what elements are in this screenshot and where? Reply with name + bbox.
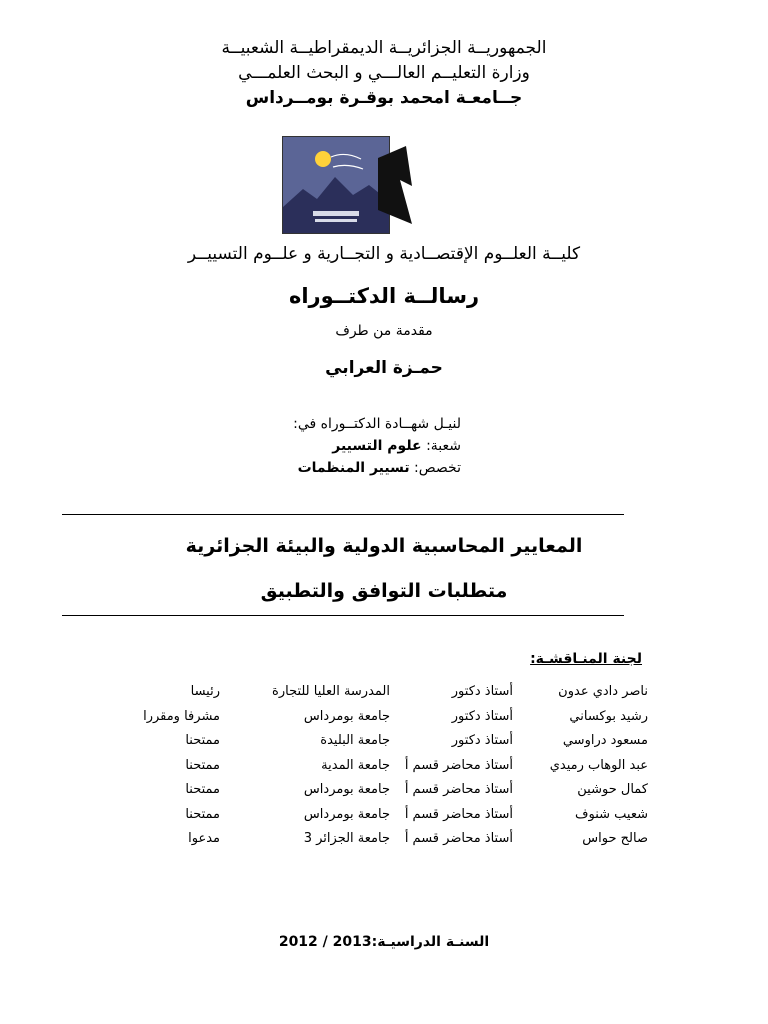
- degree-intro: لنيـل شهــادة الدكتــوراه في:: [293, 416, 461, 432]
- table-row: [100, 709, 648, 734]
- member-institution: جامعة بومرداس: [303, 782, 390, 797]
- specialty-value: تسيير المنظمات: [297, 460, 410, 476]
- degree-specialty: [293, 457, 461, 479]
- member-role: رئيسا: [190, 684, 220, 699]
- member-institution: جامعة بومرداس: [303, 806, 390, 822]
- member-rank: أستاذ محاضر قسم أ: [404, 806, 513, 822]
- member-institution: جامعة بومرداس: [303, 708, 390, 724]
- member-role: ممتحنا: [185, 733, 220, 748]
- member-name: ناصر دادي عدون: [558, 684, 648, 699]
- member-name: رشيد بوكساني: [569, 708, 648, 724]
- thesis-subtitle: متطلبات التوافق والتطبيق: [260, 580, 508, 602]
- academic-year-value: 2012 / 2013: [278, 934, 372, 950]
- academic-year-label: السنـة الدراسيـة:: [371, 934, 490, 950]
- faculty-line: كليــة العلــوم الإقتصــادية و التجــارية و علــوم التسييــر: [187, 244, 581, 264]
- jury-heading: لجنة المنـاقشـة:: [530, 651, 642, 667]
- top-divider: [62, 514, 624, 515]
- university-logo-icon: [282, 136, 412, 234]
- member-name: كمال حوشين: [577, 782, 648, 797]
- member-rank: أستاذ دكتور: [451, 684, 513, 699]
- member-role: مشرفا ومقررا: [143, 708, 220, 724]
- member-institution: جامعة الجزائر 3: [303, 831, 390, 846]
- republic-line: الجمهوريــة الجزائريــة الديمقراطيــة الشعبيــة: [221, 38, 547, 58]
- table-row: [100, 807, 648, 832]
- document-type: رسالــة الدكتــوراه: [288, 284, 480, 308]
- member-name: شعيب شنوف: [575, 806, 648, 822]
- ministry-line: وزارة التعليــم العالـــي و البحث العلمـــي: [238, 63, 530, 83]
- member-institution: المدرسة العليا للتجارة: [272, 684, 390, 699]
- bottom-divider: [62, 615, 624, 616]
- member-rank: أستاذ دكتور: [451, 708, 513, 724]
- member-institution: جامعة المدية: [321, 757, 390, 773]
- branch-value: علوم التسيير: [332, 438, 422, 454]
- presented-by-label: مقدمة من طرف: [335, 323, 433, 339]
- table-row: [100, 684, 648, 709]
- member-institution: جامعة البليدة: [320, 733, 390, 748]
- author-name: حمـزة العرابي: [325, 358, 443, 378]
- member-rank: أستاذ دكتور: [451, 733, 513, 748]
- table-row: [100, 831, 648, 856]
- degree-branch: [293, 435, 461, 457]
- specialty-label: تخصص:: [414, 460, 461, 476]
- member-role: ممتحنا: [185, 806, 220, 822]
- member-rank: أستاذ محاضر قسم أ: [404, 782, 513, 797]
- academic-year: [0, 934, 768, 950]
- member-rank: أستاذ محاضر قسم أ: [404, 757, 513, 773]
- member-role: ممتحنا: [185, 782, 220, 797]
- degree-block: [293, 413, 461, 479]
- table-row: [100, 758, 648, 783]
- member-name: مسعود دراوسي: [562, 733, 648, 748]
- member-name: صالح حواس: [582, 831, 648, 846]
- member-rank: أستاذ محاضر قسم أ: [404, 831, 513, 846]
- university-line: جــامعـة امحمد بوقـرة بومــرداس: [245, 88, 523, 108]
- member-role: ممتحنا: [185, 757, 220, 773]
- member-role: مدعوا: [188, 831, 220, 846]
- member-name: عبد الوهاب رميدي: [549, 757, 648, 773]
- jury-table: [100, 684, 648, 856]
- table-row: [100, 733, 648, 758]
- branch-label: شعبة:: [426, 438, 461, 454]
- thesis-title: المعايير المحاسبية الدولية والبيئة الجزائرية: [185, 535, 583, 557]
- table-row: [100, 782, 648, 807]
